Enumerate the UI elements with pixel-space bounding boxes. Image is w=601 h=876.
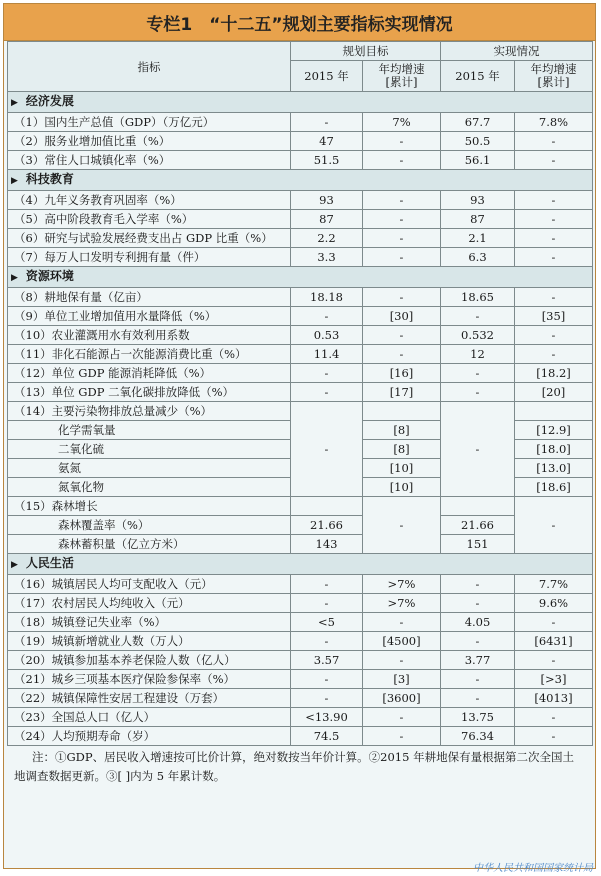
header-growth-line1: 年均增速	[530, 62, 577, 76]
plan-2015-value: -	[291, 594, 363, 613]
plan-2015-value: 74.5	[291, 727, 363, 746]
table-row	[8, 345, 593, 364]
plan-2015-value: <13.90	[291, 708, 363, 727]
table-row	[8, 727, 593, 746]
table-row	[8, 364, 593, 383]
indicator-name: （16）城镇居民人均可支配收入（元）	[8, 575, 291, 594]
table-row	[8, 248, 593, 267]
section-name: 科技教育	[25, 172, 74, 186]
header-plan-2015: 2015 年	[291, 61, 363, 92]
table-body	[8, 92, 593, 746]
plan-growth-value: [4500]	[363, 632, 441, 651]
header-plan-growth	[363, 61, 441, 92]
section-name: 经济发展	[25, 94, 74, 108]
plan-2015-value: -	[291, 575, 363, 594]
header-growth-line2: [累计]	[537, 75, 570, 89]
plan-2015-value: -	[291, 364, 363, 383]
sub-indicator-name: 氮氧化物	[8, 478, 291, 497]
plan-2015-value: 143	[291, 535, 363, 554]
triangle-right-icon: ▶	[11, 560, 18, 570]
table-row	[8, 670, 593, 689]
section-header	[8, 267, 593, 288]
table-row	[8, 651, 593, 670]
plan-2015-value: 0.53	[291, 326, 363, 345]
indicator-name: （10）农业灌溉用水有效利用系数	[8, 326, 291, 345]
plan-growth-value: -	[363, 326, 441, 345]
plan-2015-value: 2.2	[291, 229, 363, 248]
actual-2015-value: 6.3	[441, 248, 515, 267]
table-row	[8, 326, 593, 345]
section-name: 资源环境	[25, 269, 74, 283]
actual-2015-value: 67.7	[441, 113, 515, 132]
indicator-name: （24）人均预期寿命（岁）	[8, 727, 291, 746]
plan-growth-value: -	[363, 651, 441, 670]
plan-growth-value: -	[363, 497, 441, 554]
section-title	[8, 92, 593, 113]
actual-2015-value: 87	[441, 210, 515, 229]
triangle-right-icon: ▶	[11, 98, 18, 108]
actual-2015-value: -	[441, 364, 515, 383]
plan-2015-value: -	[291, 632, 363, 651]
plan-growth-value: [3]	[363, 670, 441, 689]
indicator-name: （23）全国总人口（亿人）	[8, 708, 291, 727]
plan-growth-value: -	[363, 229, 441, 248]
sub-indicator-name: 氨氮	[8, 459, 291, 478]
actual-growth-value	[515, 402, 593, 421]
actual-growth-value: -	[515, 613, 593, 632]
panel-title: 专栏1 “十二五”规划主要指标实现情况	[4, 4, 595, 41]
actual-2015-value: -	[441, 383, 515, 402]
actual-2015-value: 4.05	[441, 613, 515, 632]
indicator-name: （13）单位 GDP 二氧化碳排放降低（%）	[8, 383, 291, 402]
sub-indicator-name: 森林覆盖率（%）	[8, 516, 291, 535]
actual-growth-value: 7.8%	[515, 113, 593, 132]
actual-2015-value: -	[441, 575, 515, 594]
plan-2015-value	[291, 497, 363, 516]
table-row	[8, 383, 593, 402]
indicator-name: （20）城镇参加基本养老保险人数（亿人）	[8, 651, 291, 670]
plan-growth-value: -	[363, 210, 441, 229]
plan-growth-value: [17]	[363, 383, 441, 402]
plan-growth-value: -	[363, 345, 441, 364]
actual-2015-value: -	[441, 402, 515, 497]
indicator-panel	[3, 3, 596, 869]
indicator-table	[7, 41, 593, 746]
actual-2015-value: -	[441, 307, 515, 326]
plan-growth-value: -	[363, 191, 441, 210]
actual-growth-value: -	[515, 248, 593, 267]
plan-2015-value: 47	[291, 132, 363, 151]
table-row	[8, 191, 593, 210]
indicator-name: （6）研究与试验发展经费支出占 GDP 比重（%）	[8, 229, 291, 248]
indicator-name: （15）森林增长	[8, 497, 291, 516]
section-header	[8, 170, 593, 191]
actual-2015-value: -	[441, 689, 515, 708]
header-indicator: 指标	[8, 42, 291, 92]
actual-2015-value: 93	[441, 191, 515, 210]
indicator-name: （5）高中阶段教育毛入学率（%）	[8, 210, 291, 229]
section-title	[8, 267, 593, 288]
actual-growth-value: -	[515, 345, 593, 364]
actual-growth-value: [13.0]	[515, 459, 593, 478]
table-row	[8, 288, 593, 307]
plan-growth-value: -	[363, 708, 441, 727]
plan-2015-value: 87	[291, 210, 363, 229]
table-row	[8, 151, 593, 170]
table-row	[8, 210, 593, 229]
actual-growth-value: -	[515, 132, 593, 151]
actual-2015-value: 13.75	[441, 708, 515, 727]
table-row	[8, 307, 593, 326]
actual-growth-value: -	[515, 229, 593, 248]
plan-growth-value: -	[363, 288, 441, 307]
plan-2015-value: -	[291, 402, 363, 497]
plan-growth-value: [10]	[363, 459, 441, 478]
footnote: 注：①GDP、居民收入增速按可比价计算，绝对数按当年价计算。②2015 年耕地保有量根据第二次全国土地调查数据更新。③[ ]内为 5 年累计数。	[14, 750, 575, 783]
actual-growth-value: [35]	[515, 307, 593, 326]
plan-2015-value: -	[291, 113, 363, 132]
header-growth-line1: 年均增速	[378, 62, 425, 76]
actual-2015-value: 21.66	[441, 516, 515, 535]
indicator-name: （12）单位 GDP 能源消耗降低（%）	[8, 364, 291, 383]
section-header	[8, 554, 593, 575]
header-row-top	[8, 42, 593, 61]
indicator-name: （17）农村居民人均纯收入（元）	[8, 594, 291, 613]
plan-growth-value: [3600]	[363, 689, 441, 708]
plan-2015-value: -	[291, 307, 363, 326]
actual-growth-value: [12.9]	[515, 421, 593, 440]
plan-2015-value: 51.5	[291, 151, 363, 170]
table-row	[8, 613, 593, 632]
plan-2015-value: 21.66	[291, 516, 363, 535]
triangle-right-icon: ▶	[11, 176, 18, 186]
actual-growth-value: [4013]	[515, 689, 593, 708]
plan-growth-value: [16]	[363, 364, 441, 383]
plan-2015-value: 3.57	[291, 651, 363, 670]
actual-growth-value: [6431]	[515, 632, 593, 651]
actual-growth-value: -	[515, 210, 593, 229]
section-title	[8, 554, 593, 575]
plan-growth-value: -	[363, 248, 441, 267]
table-row	[8, 689, 593, 708]
indicator-name: （1）国内生产总值（GDP）（万亿元）	[8, 113, 291, 132]
plan-growth-value: [10]	[363, 478, 441, 497]
actual-2015-value: 151	[441, 535, 515, 554]
section-name: 人民生活	[25, 556, 74, 570]
plan-growth-value: 7%	[363, 113, 441, 132]
indicator-name: （11）非化石能源占一次能源消费比重（%）	[8, 345, 291, 364]
table-row	[8, 229, 593, 248]
section-header	[8, 92, 593, 113]
header-actual-growth	[515, 61, 593, 92]
plan-growth-value: [8]	[363, 440, 441, 459]
table-row	[8, 708, 593, 727]
plan-2015-value: -	[291, 670, 363, 689]
header-actual: 实现情况	[441, 42, 593, 61]
actual-growth-value: 7.7%	[515, 575, 593, 594]
actual-growth-value: -	[515, 288, 593, 307]
actual-2015-value: -	[441, 632, 515, 651]
actual-2015-value: -	[441, 670, 515, 689]
plan-2015-value: 3.3	[291, 248, 363, 267]
indicator-name: （3）常住人口城镇化率（%）	[8, 151, 291, 170]
actual-2015-value: 50.5	[441, 132, 515, 151]
actual-2015-value: 3.77	[441, 651, 515, 670]
actual-growth-value: [18.2]	[515, 364, 593, 383]
sub-indicator-name: 二氧化硫	[8, 440, 291, 459]
plan-growth-value: >7%	[363, 575, 441, 594]
table-row	[8, 594, 593, 613]
header-actual-2015: 2015 年	[441, 61, 515, 92]
actual-2015-value: 2.1	[441, 229, 515, 248]
actual-2015-value	[441, 497, 515, 516]
sub-indicator-name: 化学需氧量	[8, 421, 291, 440]
plan-2015-value: 18.18	[291, 288, 363, 307]
plan-growth-value: [8]	[363, 421, 441, 440]
table-row	[8, 632, 593, 651]
plan-growth-value: [30]	[363, 307, 441, 326]
table-row	[8, 535, 593, 554]
indicator-name: （9）单位工业增加值用水量降低（%）	[8, 307, 291, 326]
table-row	[8, 516, 593, 535]
actual-2015-value: 76.34	[441, 727, 515, 746]
actual-growth-value: [18.0]	[515, 440, 593, 459]
plan-2015-value: 11.4	[291, 345, 363, 364]
sub-indicator-name: 森林蓄积量（亿立方米）	[8, 535, 291, 554]
indicator-name: （7）每万人口发明专利拥有量（件）	[8, 248, 291, 267]
actual-2015-value: -	[441, 594, 515, 613]
indicator-name: （21）城乡三项基本医疗保险参保率（%）	[8, 670, 291, 689]
header-plan: 规划目标	[291, 42, 441, 61]
plan-growth-value: -	[363, 132, 441, 151]
actual-2015-value: 56.1	[441, 151, 515, 170]
section-title	[8, 170, 593, 191]
actual-growth-value: -	[515, 708, 593, 727]
actual-growth-value: -	[515, 191, 593, 210]
actual-2015-value: 12	[441, 345, 515, 364]
watermark: 中华人民共和国国家统计局	[473, 863, 593, 874]
plan-2015-value: 93	[291, 191, 363, 210]
header-growth-line2: [累计]	[385, 75, 418, 89]
plan-growth-value: -	[363, 613, 441, 632]
actual-2015-value: 18.65	[441, 288, 515, 307]
table-row	[8, 497, 593, 516]
actual-2015-value: 0.532	[441, 326, 515, 345]
table-row	[8, 113, 593, 132]
table-row	[8, 132, 593, 151]
table-row	[8, 402, 593, 421]
actual-growth-value: [>3]	[515, 670, 593, 689]
indicator-name: （22）城镇保障性安居工程建设（万套）	[8, 689, 291, 708]
indicator-name: （8）耕地保有量（亿亩）	[8, 288, 291, 307]
actual-growth-value: -	[515, 727, 593, 746]
actual-growth-value: -	[515, 326, 593, 345]
plan-growth-value: -	[363, 151, 441, 170]
actual-growth-value: 9.6%	[515, 594, 593, 613]
plan-2015-value: -	[291, 689, 363, 708]
indicator-name: （18）城镇登记失业率（%）	[8, 613, 291, 632]
actual-growth-value: -	[515, 497, 593, 554]
indicator-name: （2）服务业增加值比重（%）	[8, 132, 291, 151]
actual-growth-value: [18.6]	[515, 478, 593, 497]
plan-growth-value	[363, 402, 441, 421]
indicator-name: （19）城镇新增就业人数（万人）	[8, 632, 291, 651]
indicator-name: （14）主要污染物排放总量减少（%）	[8, 402, 291, 421]
plan-growth-value: >7%	[363, 594, 441, 613]
triangle-right-icon: ▶	[11, 273, 18, 283]
actual-growth-value: -	[515, 651, 593, 670]
table-row	[8, 575, 593, 594]
indicator-name: （4）九年义务教育巩固率（%）	[8, 191, 291, 210]
actual-growth-value: [20]	[515, 383, 593, 402]
plan-2015-value: <5	[291, 613, 363, 632]
plan-growth-value: -	[363, 727, 441, 746]
actual-growth-value: -	[515, 151, 593, 170]
plan-2015-value: -	[291, 383, 363, 402]
